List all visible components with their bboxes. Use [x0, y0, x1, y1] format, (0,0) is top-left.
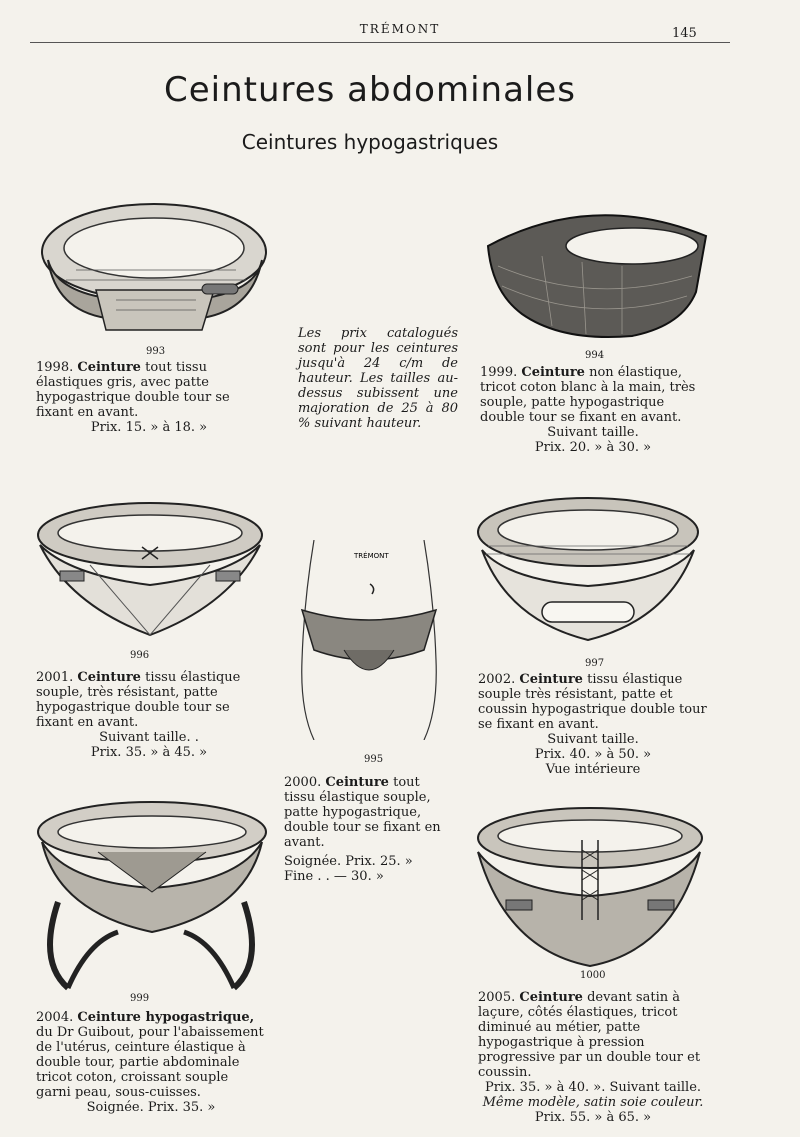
item-price: Prix. 20. » à 30. » — [534, 440, 652, 455]
figure-number: 1000 — [580, 970, 606, 981]
item-price-soignee: Soignée. Prix. 25. » — [284, 854, 413, 869]
item-name: Ceinture hypogastrique, — [77, 1010, 255, 1025]
figure-number: 993 — [146, 346, 166, 357]
product-1998 — [36, 360, 262, 435]
item-price: Prix. 15. » à 18. » — [90, 420, 208, 435]
figure-number: 996 — [130, 650, 150, 661]
product-1999 — [480, 365, 706, 455]
belt-illustration-994 — [482, 196, 712, 346]
price-note: Les prix catalogués sont pour les ceintures jusqu'à 24 c/m de hauteur. Les tailles au-dessus subissent une majoration de 25 à 80 % suivant hauteur. — [298, 326, 458, 431]
figure-number: 997 — [585, 658, 605, 669]
item-price: Soignée. Prix. 35. » — [86, 1100, 216, 1115]
brand-mark: TRÉMONT — [354, 552, 389, 560]
item-price: Prix. 35. » à 40. ». Suivant taille. — [484, 1080, 702, 1095]
size-note: Suivant taille. . — [99, 730, 199, 745]
product-2005 — [478, 990, 708, 1125]
product-2002 — [478, 672, 708, 777]
belt-illustration-996 — [30, 495, 270, 645]
item-price: Prix. 35. » à 45. » — [90, 745, 208, 760]
item-number: 2000. — [284, 775, 322, 790]
item-number: 2001. — [36, 670, 74, 685]
item-name: Ceinture — [325, 775, 389, 790]
item-name: Ceinture — [519, 672, 583, 687]
page-title: Ceintures abdominales — [163, 70, 577, 110]
item-name: Ceinture — [521, 365, 585, 380]
item-description: du Dr Guibout, pour l'abaissement de l'utérus, ceinture élastique à double tour, partie abdominale tricot coton, croissant souple garni peau, sous-cuisses. — [36, 1025, 264, 1100]
item-description: tout tissu élastiques gris, avec patte hypogastrique double tour se fixant en avant. — [36, 360, 230, 420]
variant-note: Même modèle, satin soie couleur. — [482, 1095, 704, 1110]
item-description: tout tissu élastique souple, patte hypogastrique, double tour se fixant en avant. — [284, 775, 441, 850]
item-description: tissu élastique souple très résistant, patte et coussin hypogastrique double tour se fixant en avant. — [478, 672, 707, 732]
size-note: Suivant taille. — [547, 425, 639, 440]
product-2000 — [284, 775, 450, 884]
figure-number: 995 — [364, 754, 384, 765]
item-description: devant satin à laçure, côtés élastiques, tricot diminué au métier, patte hypogastrique à pression progressive par un double tour et coussin. — [478, 990, 701, 1080]
item-price-fine: Fine . . — 30. » — [284, 869, 384, 884]
item-number: 1998. — [36, 360, 74, 375]
item-description: tissu élastique souple, très résistant, patte hypogastrique double tour se fixant en avant. — [36, 670, 241, 730]
torso-illustration-995 — [284, 540, 454, 740]
belt-illustration-999 — [28, 792, 274, 992]
size-note: Suivant taille. — [547, 732, 639, 747]
product-2001 — [36, 670, 262, 760]
item-number: 2005. — [478, 990, 516, 1005]
item-name: Ceinture — [519, 990, 583, 1005]
view-note: Vue intérieure — [545, 762, 641, 777]
item-number: 1999. — [480, 365, 518, 380]
page-subtitle: Ceintures hypogastriques — [241, 130, 499, 154]
item-number: 2002. — [478, 672, 516, 687]
header-rule — [30, 42, 730, 43]
item-number: 2004. — [36, 1010, 74, 1025]
item-description: non élastique, tricot coton blanc à la main, très souple, patte hypogastrique double tour se fixant en avant. — [480, 365, 696, 425]
figure-number: 994 — [585, 350, 605, 361]
item-price: Prix. 40. » à 50. » — [534, 747, 652, 762]
belt-illustration-1000 — [466, 800, 712, 970]
belt-illustration-993 — [36, 190, 272, 340]
item-name: Ceinture — [77, 360, 141, 375]
belt-illustration-997 — [468, 490, 708, 650]
figure-number: 999 — [130, 993, 150, 1004]
running-title: TRÉMONT — [359, 22, 441, 36]
product-2004 — [36, 1010, 266, 1115]
page-number: 145 — [672, 26, 697, 41]
item-name: Ceinture — [77, 670, 141, 685]
variant-price: Prix. 55. » à 65. » — [534, 1110, 652, 1125]
